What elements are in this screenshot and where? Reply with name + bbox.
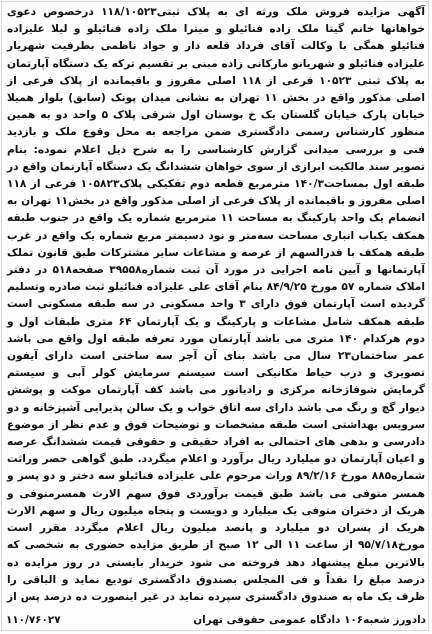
court-signature: دادورز شعبه۱۰۶ دادگاه عمومی حقوقی تهران <box>193 614 426 626</box>
notice-footer <box>6 611 426 629</box>
notice-body-text: آگهی مزایده فروش ملک ورثه ای به پلاک ثبتی۱۱۸/۱۰۵۲۳ درخصوص دعوی خواهانها خانم گیتا ملک زاده فنائیلو و میترا ملک زاده فنائیلو و لیلا علیزاده فنائیلو همگی با وکالت آقای فرداد قلعه دار و جواد ناظمی بطرفیت شهریار علیزاده فنائیلو و شهریانو مارکانی زاده مبنی بر تقسیم ترکه یک دستگاه آپارتمان به پلاک ثبتی ۱۰۵۲۳ فرعی از ۱۱۸ اصلی مفروز و باقیمانده از پلاک فرعی از اصلی مذکور واقع در بخش ۱۱ تهران به نشانی میدان پونک (سابق) بلوار همیلا خیابان پارک خیابان گلستان یک خ بوستان اول شرقی پلاک ۵ واحد دو به همین منظور کارشناس رسمی دادگستری ضمن مراجعه به محل وقوع ملک و بازدید فنی و بررسی میدانی گزارش کارشناسی را به شرح ذیل اعلام نموده: بنام تصویر سند مالکیت ابرازی از سوی خواهان ششدانگ یک دستگاه آپارتمان واقع در طبقه اول بمساحت۱۴۰/۳ مترمربع قطعه دوم تفکیکی پلاک۱۰۵۸۲۳ فرعی از ۱۱۸ اصلی مفروز و باقیمانده از پلاک فرعی از اصلی مذکور واقع در بخش۱۱ تهران به انضمام یک واحد پارکینگ به مساحت ۱۱ مترمربع شماره یک واقع در جنوب طبقه همکف یکباب انباری مساحت سه‌متر و نود دسیمتر مربع شماره یک واقع در غرب طبقه همکف با قدرالسهم از عرصه و مشاعات سایر مشترکات طبق قانون تملک آپارتمانها و آیین نامه اجرایی در مورد آن ثبت شماره۳۹۵۵۸ صفحه۵۱۸ در دفتر املاک شماره ۵۷ مورخ ۸۴/۹/۲۵ بنام آقای علی علیزاده فنائیلو ثبت صادره وتسلیم گردیده است آپارتمان فوق دارای ۳ واحد مسکونی در سه طبقه مسکونی است طبقه همکف شامل مشاعات و پارکینگ و یک آپارتمان ۶۴ متری طبقات اول و دوم هرکدام ۱۴۰ متری می باشد آپارتمان مورد تعرفه طبقه اول واقع می باشد عمر ساختمان۲۳ سال می باشد بنای آن آجر سه ساختی است دارای آیفون تصویری و درب حیاط مکانیکی است سیستم سرمایش کولر آبی و سیستم گرمایش شوفاژخانه مرکزی و رادیاتور می باشد کف آپارتمان موکت و پوشش دیوار گچ و رنگ می باشد دارای سه اتاق خواب و یک سالن پذیرایی آشپزخانه و دو سرویس بهداشتی است طبقه مشخصات و توضیحات فوق و عدم نظر از موضوع دادرسی و بدهی های احتمالی به افراد حقیقی و حقوقی قیمت ششدانگ عرصه و اعیان آپارتمان دو میلیارد ریال برآورد و اعلام میگردد. طبق گواهی حصر وراثت شماره۸۸۵ مورخ ۸۹/۲/۱۶ وراث مرحوم علی علیزاده فنائیلو سه دختر و دو پسر و همسر متوفی می باشد طبق قیمت برآوردی فوق سهم الارث همسرمتوفی و هریک از دختران متوفی یک میلیارد و دویست و پنجاه میلیون ریال و سهم الارث هریک از پسران دو میلیارد و پانصد میلیون ریال اعلام میگردد مقرر است مورخ۹۵/۷/۱۸ از ساعت ۱۱ الی ۱۲ صبح از طریق مزایده حضوری به شخصی که بالاترین مبلغ پیشنهاد دهد فروخته می شود خریدار بایستی در روز مزایده ده درصد مبلغ را نقداً و فی المجلس بصندوق دادگستری تودیع نماید و الباقی را ظرف یک ماه به صندوق دادگستری سپرده نماید در غیر اینصورت ده درصد پس از <box>7 6 426 603</box>
notice-frame <box>1 1 429 631</box>
notice-code: ۱۱۰/۷۶۰۲۷ <box>6 614 61 626</box>
